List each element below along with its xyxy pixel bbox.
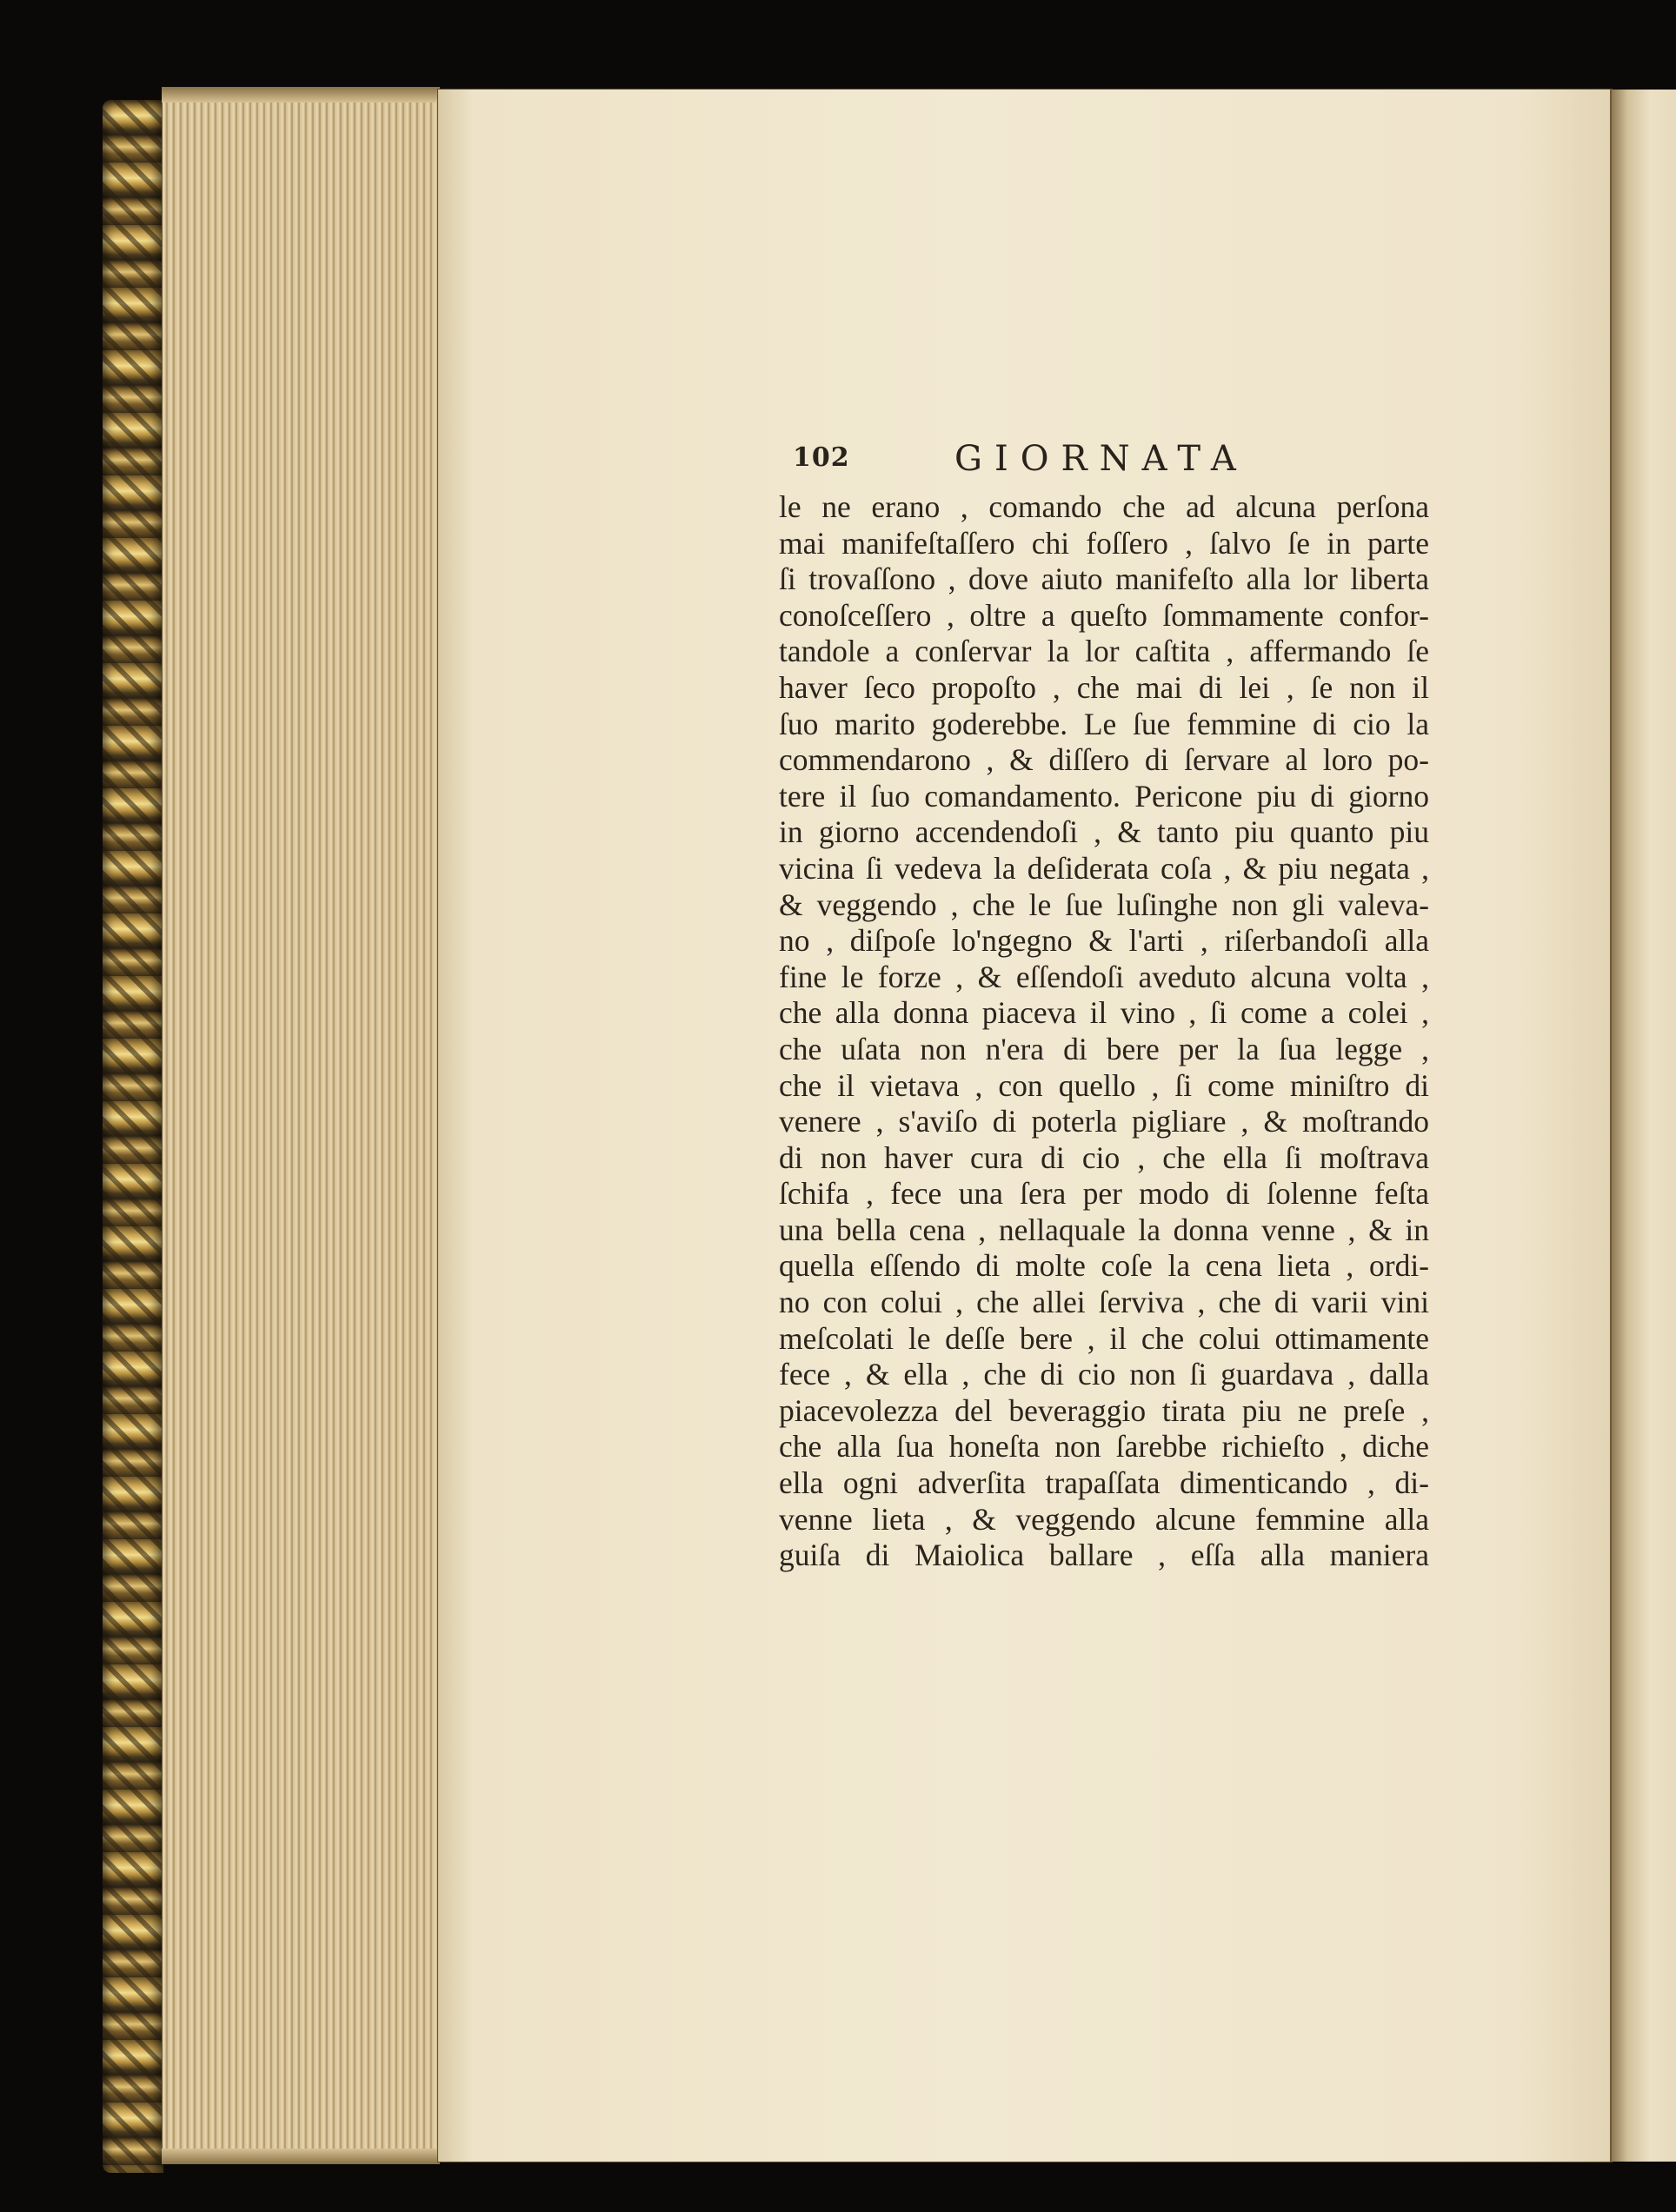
running-head [793, 439, 1280, 482]
text-line: mai manifeſtaſſero chi foſſero , ſalvo ſe in parte [779, 525, 1429, 561]
text-line: fine le forze , & eſſendoſi aveduto alcuna volta , [779, 959, 1429, 994]
text-line: commendarono , & diſſero di ſervare al loro po- [779, 742, 1429, 778]
text-line: venere , s'aviſo di poterla pigliare , & moſtrando [779, 1104, 1429, 1139]
text-line: & veggendo , che le ſue luſinghe non gli valeva- [779, 887, 1429, 922]
page-title: GIORNATA [954, 439, 1248, 479]
page-edges [162, 87, 440, 2164]
page-number: 102 [793, 442, 850, 473]
text-line: in giorno accendendoſi , & tanto piu quanto piu [779, 814, 1429, 850]
text-line: guiſa di Maiolica ballare , eſſa alla maniera [779, 1538, 1429, 1573]
text-line: una bella cena , nellaquale la donna venne , & in [779, 1212, 1429, 1247]
facing-page-edge [1612, 90, 1676, 2162]
text-line: che alla donna piaceva il vino , ſi come a colei , [779, 995, 1429, 1031]
text-line: meſcolati le deſſe bere , il che colui ottimamente [779, 1320, 1429, 1356]
text-line: ſuo marito goderebbe. Le ſue femmine di cio la [779, 706, 1429, 741]
text-line: che il vietava , con quello , ſi come miniſtro di [779, 1067, 1429, 1103]
text-line: di non haver cura di cio , che ella ſi moſtrava [779, 1139, 1429, 1175]
gilt-spine [103, 100, 163, 2173]
text-line: ella ogni adverſita trapaſſata dimenticando , di- [779, 1465, 1429, 1501]
text-line: tandole a conſervar la lor caſtita , affermando ſe [779, 634, 1429, 669]
text-line: fece , & ella , che di cio non ſi guardava , dalla [779, 1357, 1429, 1392]
body-text [779, 489, 1429, 1574]
text-line: ſi trovaſſono , dove aiuto manifeſto alla lor liberta [779, 561, 1429, 597]
text-line: no , diſpoſe lo'ngegno & l'arti , riſerbandoſi alla [779, 923, 1429, 959]
text-line: tere il ſuo comandamento. Pericone piu di giorno [779, 778, 1429, 814]
text-line: ſchifa , fece una ſera per modo di ſolenne feſta [779, 1176, 1429, 1212]
text-line: conoſceſſero , oltre a queſto ſommamente confor- [779, 597, 1429, 633]
text-line: che alla ſua honeſta non ſarebbe richieſto , diche [779, 1429, 1429, 1465]
text-line: piacevolezza del beveraggio tirata piu ne preſe , [779, 1392, 1429, 1428]
text-line: le ne erano , comando che ad alcuna perſona [779, 489, 1429, 524]
text-line: haver ſeco propoſto , che mai di lei , ſe non il [779, 669, 1429, 705]
text-line: che uſata non n'era di bere per la ſua legge , [779, 1031, 1429, 1066]
text-line: quella eſſendo di molte coſe la cena lieta , ordi- [779, 1248, 1429, 1284]
text-line: no con colui , che allei ſerviva , che di varii vini [779, 1285, 1429, 1320]
text-line: venne lieta , & veggendo alcune femmine alla [779, 1501, 1429, 1537]
text-line: vicina ſi vedeva la deſiderata coſa , & piu negata , [779, 850, 1429, 886]
